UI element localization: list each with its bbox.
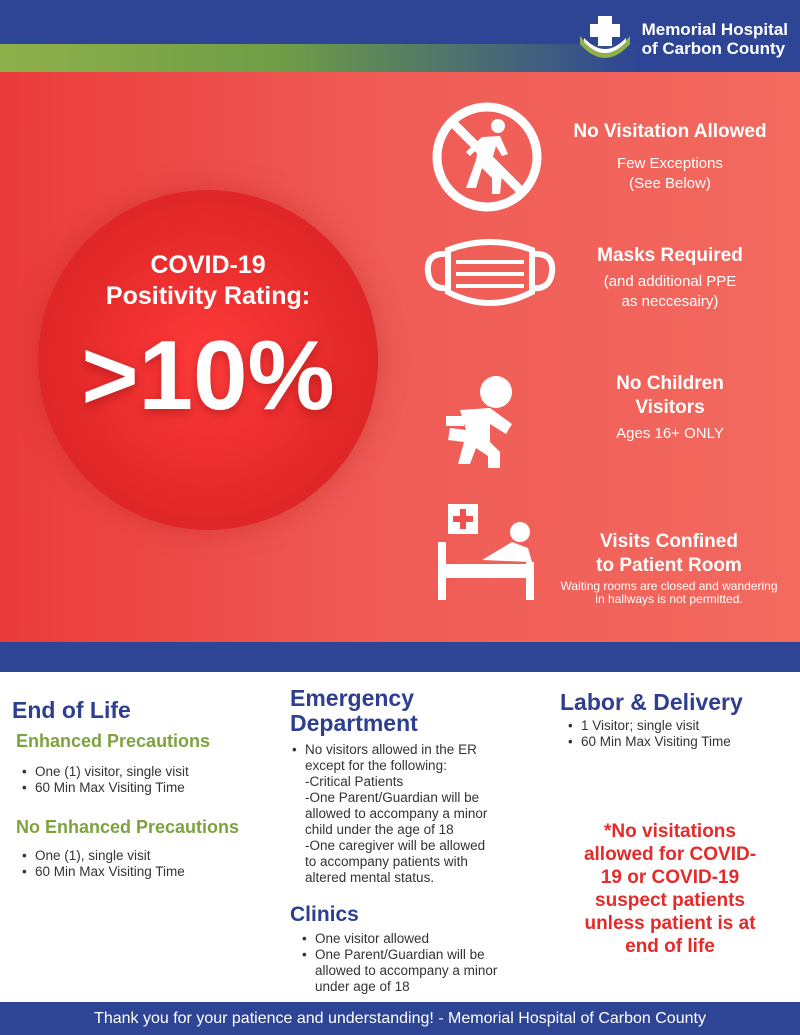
rating-value: >10% — [81, 320, 335, 430]
rule-masks-required — [420, 232, 800, 332]
text-line: -One caregiver will be allowed — [305, 838, 486, 853]
text-line: allowed to accompany a minor — [315, 963, 498, 978]
hospital-cross-icon — [576, 14, 634, 64]
rule-title: Masks Required — [597, 245, 743, 266]
rule-subtitle-line1: Few Exceptions — [617, 155, 723, 172]
rule-subtitle: Ages 16+ ONLY — [616, 425, 724, 442]
rule-title-line2: to Patient Room — [596, 555, 742, 576]
text-line: allowed to accompany a minor — [305, 806, 488, 821]
text-line: to accompany patients with — [305, 854, 468, 869]
child-icon — [420, 364, 550, 464]
text-line: -Critical Patients — [305, 774, 404, 789]
list-item: • One (1), single visit — [20, 848, 277, 864]
note-line: unless patient is at — [584, 913, 756, 934]
divider-band — [0, 642, 800, 672]
section-title: Labor & Delivery — [560, 689, 743, 715]
rule-detail-line1: Waiting rooms are closed and wandering — [560, 579, 778, 593]
list-item: • 60 Min Max Visiting Time — [20, 780, 277, 796]
subsection-title: Enhanced Precautions — [16, 731, 211, 751]
positivity-rating-circle — [38, 190, 378, 530]
footer-message: Thank you for your patience and understanding! - Memorial Hospital of Carbon County — [0, 1002, 800, 1035]
section-title: Clinics — [290, 903, 359, 926]
section-title-line2: Department — [290, 710, 418, 736]
text-line: -One Parent/Guardian will be — [305, 790, 480, 805]
list-item — [290, 742, 555, 886]
list-item: • One (1) visitor, single visit — [20, 764, 277, 780]
note-line: suspect patients — [595, 890, 745, 911]
rule-detail-line2: in hallways is not permitted. — [595, 592, 743, 606]
list-item: • One visitor allowed — [300, 931, 555, 947]
patient-bed-icon — [420, 500, 550, 600]
list-item: • 1 Visitor; single visit — [566, 718, 790, 734]
rule-subtitle-line2: as neccesairy) — [621, 293, 719, 310]
text-line: altered mental status. — [305, 870, 435, 885]
list-item: • 60 Min Max Visiting Time — [566, 734, 790, 750]
text-line: • One Parent/Guardian will be — [315, 947, 485, 962]
hero-panel — [0, 72, 800, 642]
note-line: 19 or COVID-19 — [600, 867, 740, 888]
list-item — [300, 947, 555, 995]
rule-title-line2: Visitors — [635, 397, 705, 418]
rule-no-visitation — [420, 102, 800, 212]
no-walking-icon — [420, 102, 550, 202]
text-line: except for the following: — [305, 758, 447, 773]
rule-title-line1: No Children — [616, 373, 724, 394]
section-clinics — [290, 903, 555, 995]
rating-title-line1: COVID-19 — [150, 251, 266, 279]
rule-title: No Visitation Allowed — [573, 121, 767, 142]
rating-title-line2: Positivity Rating: — [105, 282, 311, 310]
org-name-line1: Memorial Hospital — [641, 20, 788, 39]
text-line: under age of 18 — [315, 979, 410, 994]
note-line: end of life — [625, 936, 715, 957]
section-emergency — [290, 686, 555, 886]
rule-subtitle-line2: (See Below) — [629, 175, 711, 192]
text-line: • No visitors allowed in the ER — [305, 742, 477, 757]
list-item: • 60 Min Max Visiting Time — [20, 864, 277, 880]
section-end-of-life — [12, 696, 277, 880]
hospital-logo — [576, 14, 788, 64]
section-title-line1: Emergency — [290, 685, 415, 711]
section-title: End of Life — [12, 697, 131, 723]
rule-no-children — [420, 364, 800, 474]
note-line: *No visitations — [604, 821, 736, 842]
org-name-line2: of Carbon County — [641, 39, 786, 58]
rule-visits-confined — [420, 500, 800, 620]
rule-subtitle-line1: (and additional PPE — [603, 273, 737, 290]
rule-title-line1: Visits Confined — [600, 531, 738, 552]
section-labor-delivery — [560, 688, 790, 750]
note-line: allowed for COVID- — [583, 844, 757, 865]
face-mask-icon — [420, 232, 550, 332]
covid-visitation-note — [560, 820, 780, 958]
subsection-title: No Enhanced Precautions — [16, 817, 240, 837]
text-line: child under the age of 18 — [305, 822, 454, 837]
